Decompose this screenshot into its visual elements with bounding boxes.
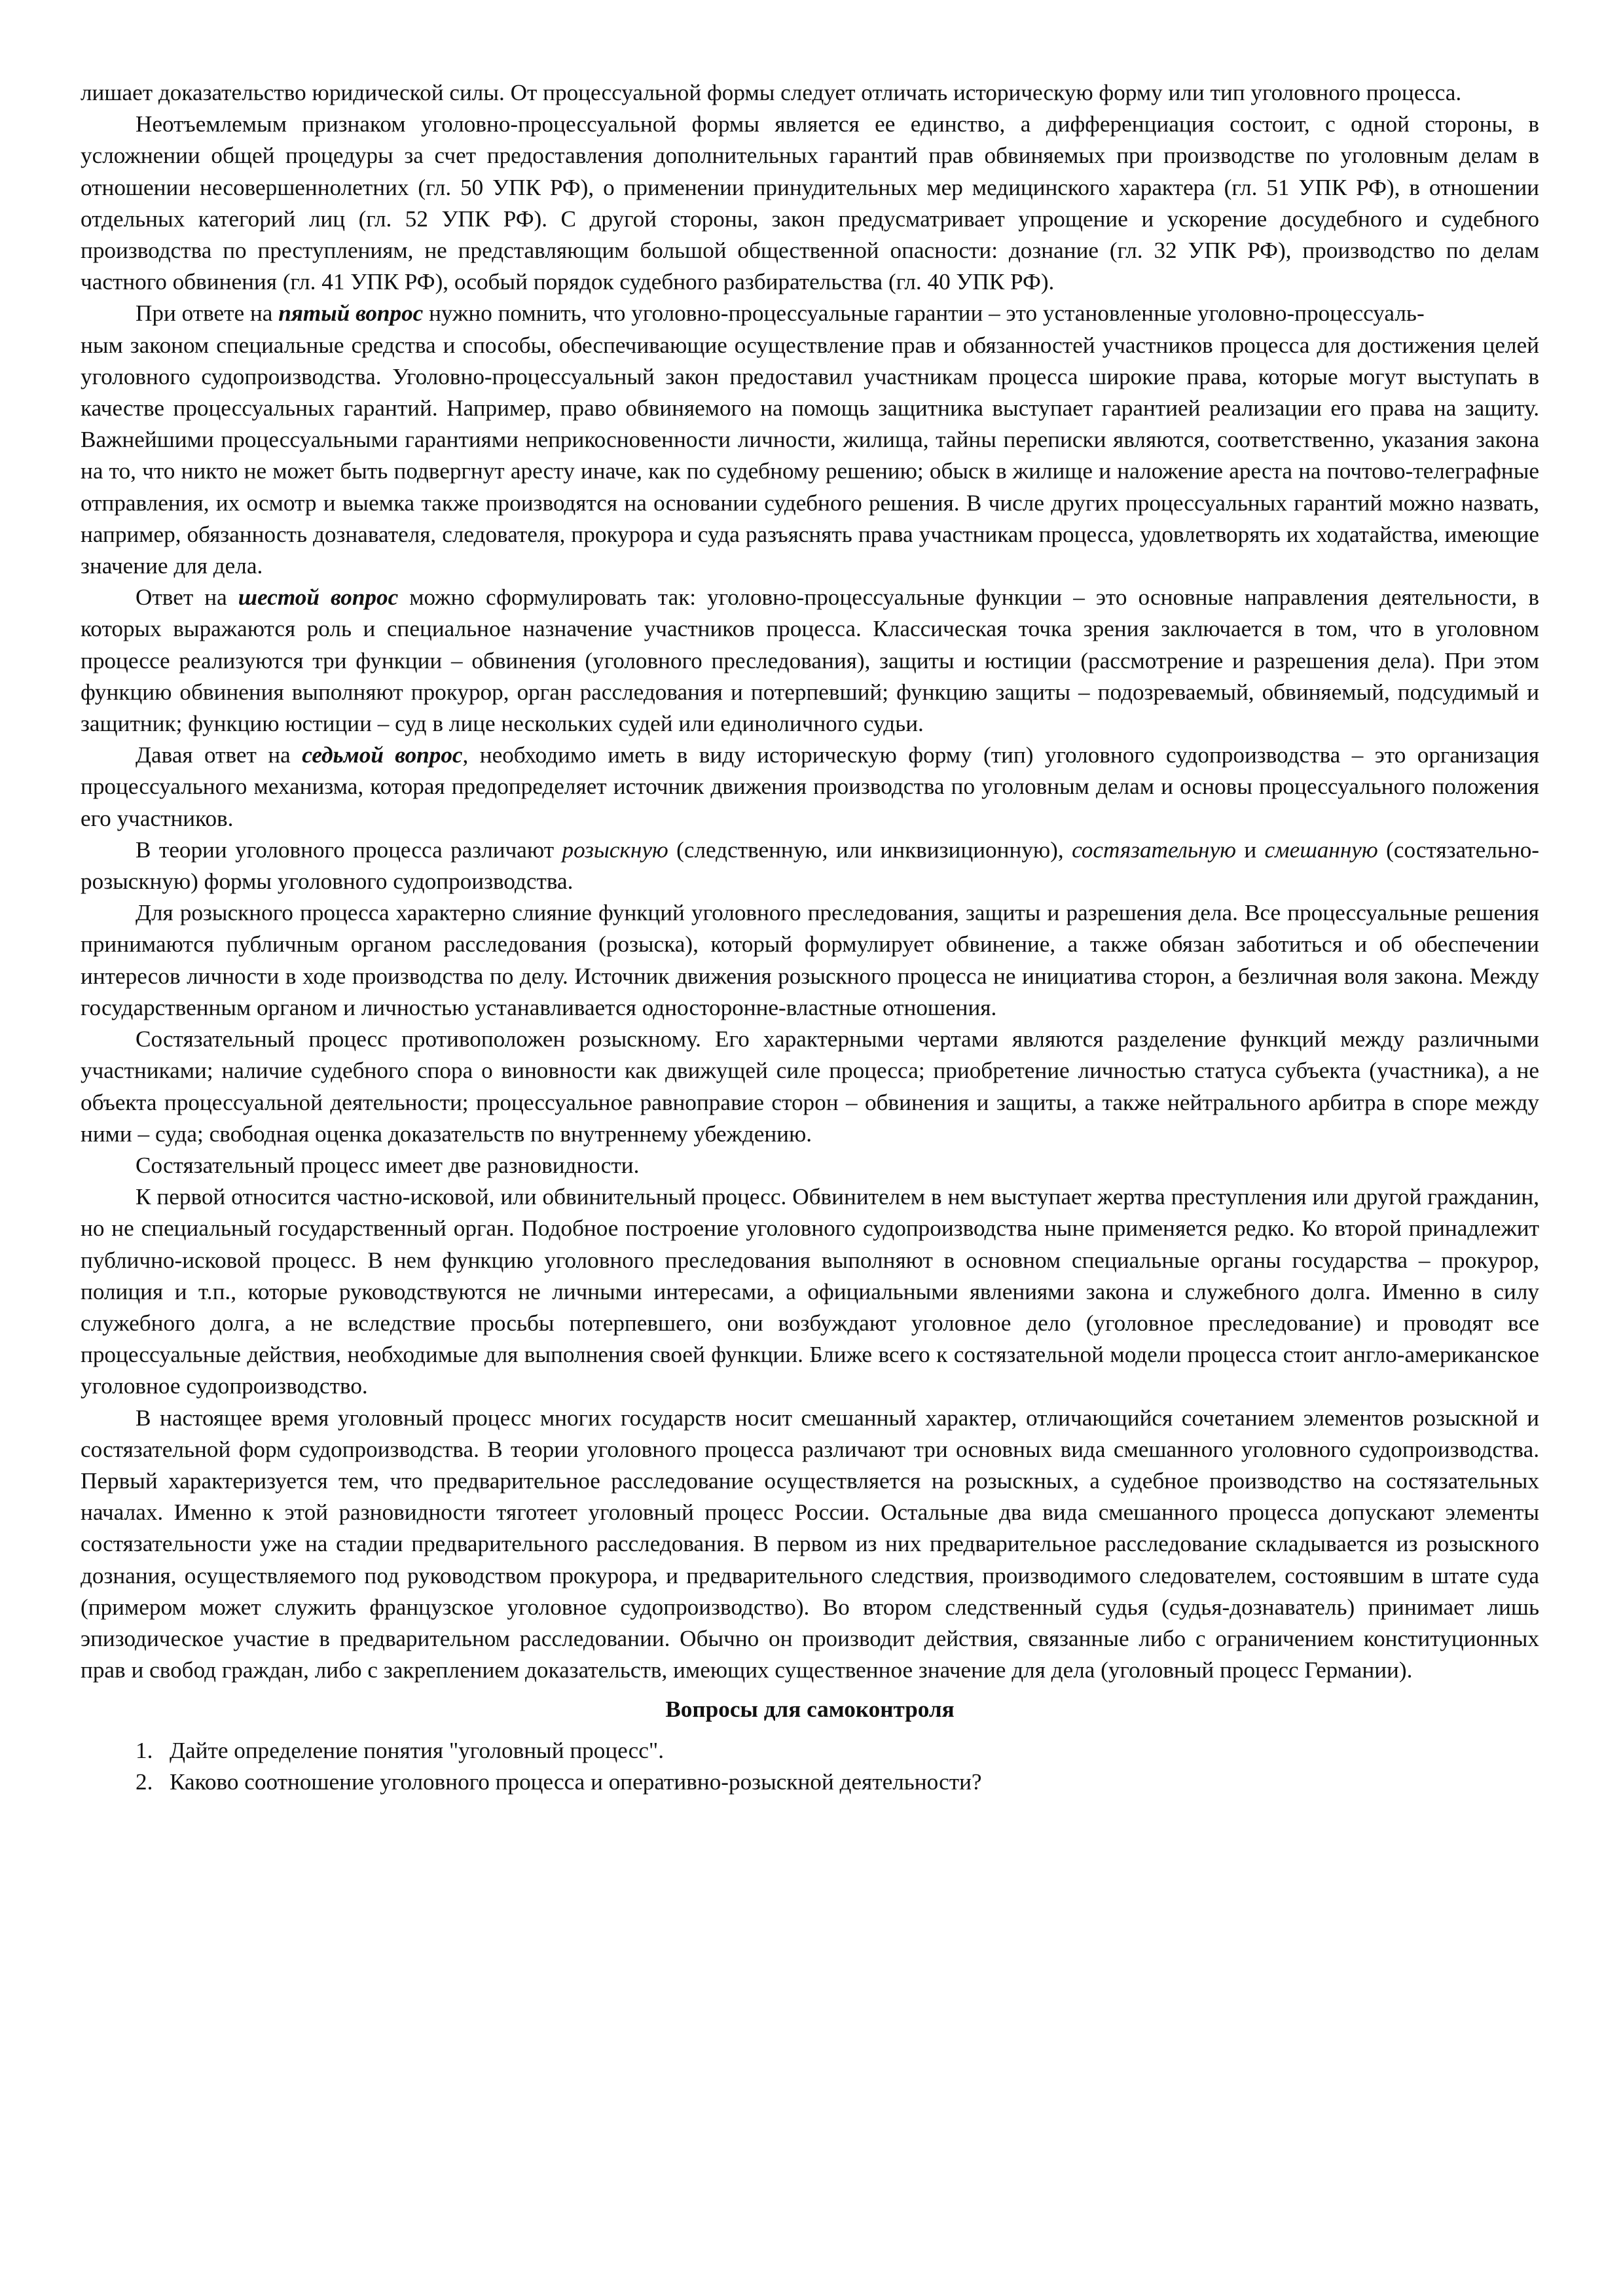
paragraph: Неотъемлемым признаком уголовно-процессуальной формы является ее единство, а дифференциация состоит, с одной стороны, в усложнении общей процедуры за счет предоставления дополнительных гарантий прав обвиняемых при производстве по уголовным делам в отношении несовершеннолетних (гл. 50 УПК РФ), о применении принудительных мер медицинского характера (гл. 51 УПК РФ), в отношении отдельных категорий лиц (гл. 52 УПК РФ). С другой стороны, закон предусматривает упрощение и ускорение досудебного и судебного производства по преступлениям, не представляющим большой общественной опасности: дознание (гл. 32 УПК РФ), производство по делам частного обвинения (гл. 41 УПК РФ), особый порядок судебного разбирательства (гл. 40 УПК РФ).	[81, 111, 1539, 295]
paragraph: К первой относится частно-исковой, или обвинительный процесс. Обвинителем в нем выступает жертва преступления или другой гражданин, но не специальный государственный орган. Подобное построение уголовного судопроизводства ныне применяется редко. Ко второй принадлежит публично-исковой процесс. В нем функцию уголовного преследования выполняют в основном специальные органы государства – прокурор, полиция и т.п., которые руководствуются не личными интересами, а официальными явлениями закона и служебного долга. Именно в силу служебного долга, а не вследствие просьбы потерпевшего, они возбуждают уголовное дело (уголовное преследование) и проводят все процессуальные действия, необходимые для выполнения своей функции. Ближе всего к состязательной модели процесса стоит англо-американское уголовное судопроизводство.	[81, 1184, 1539, 1399]
list-item	[81, 1735, 1539, 1767]
document-page	[81, 77, 1539, 1798]
emphasis-term: пятый вопрос	[278, 300, 424, 327]
italic-term: состязательную	[1072, 836, 1236, 863]
paragraph: Давая ответ на седьмой вопрос, необходимо иметь в виду историческую форму (тип) уголовного судопроизводства – это организация процессуального механизма, которая предопределяет источник движения производства по уголовным делам и основы процессуального положения его участников.	[81, 742, 1540, 831]
list-number: 1.	[136, 1737, 153, 1763]
italic-term: розыскную	[562, 836, 668, 863]
paragraph: При ответе на пятый вопрос нужно помнить, что уголовно-процессуальные гарантии – это установленные уголовно-процессуаль-	[136, 300, 1425, 327]
list-item	[81, 1767, 1539, 1798]
section-heading: Вопросы для самоконтроля	[665, 1696, 955, 1723]
italic-term: смешанную	[1264, 836, 1378, 863]
self-control-questions	[81, 1735, 1539, 1798]
paragraph: Ответ на шестой вопрос можно сформулировать так: уголовно-процессуальные функции – это основные направления деятельности, в которых выражаются роль и специальное назначение участников процесса. Классическая точка зрения заключается в том, что в уголовном процессе реализуются три функции – обвинения (уголовного преследования), защиты и юстиции (рассмотрение и разрешения дела). При этом функцию обвинения выполняют прокурор, орган расследования и потерпевший; функцию защиты – подозреваемый, обвиняемый, подсудимый и защитник; функцию юстиции – суд в лице нескольких судей или единоличного судьи.	[81, 584, 1539, 737]
emphasis-term: седьмой вопрос	[302, 742, 463, 768]
list-number: 2.	[136, 1768, 153, 1795]
paragraph: Состязательный процесс противоположен розыскному. Его характерными чертами являются разделение функций между различными участниками; наличие судебного спора о виновности как движущей силе процесса; приобретение личностью статуса субъекта (участника), а не объекта процессуальной деятельности; процессуальное равноправие сторон – обвинения и защиты, а также нейтрального арбитра в споре между ними – суда; свободная оценка доказательств по внутреннему убеждению.	[81, 1026, 1539, 1147]
paragraph-continuation: ным законом специальные средства и способы, обеспечивающие осуществление прав и обязанностей участников процесса для достижения целей уголовного судопроизводства. Уголовно-процессуальный закон предоставил участникам процесса широкие права, которые могут выступать в качестве процессуальных гарантий. Например, право обвиняемого на помощь защитника выступает гарантией реализации его права на защиту. Важнейшими процессуальными гарантиями неприкосновенности личности, жилища, тайны переписки являются, соответственно, указания закона на то, что никто не может быть подвергнут аресту иначе, как по судебному решению; обыск в жилище и наложение ареста на почтово-телеграфные отправления, их осмотр и выемка также производятся на основании судебного решения. В числе других процессуальных гарантий можно назвать, например, обязанность дознавателя, следователя, прокурора и суда разъяснять права участникам процесса, удовлетворять их ходатайства, имеющие значение для дела.	[81, 332, 1539, 579]
emphasis-term: шестой вопрос	[238, 584, 399, 611]
question-text: Каково соотношение уголовного процесса и оперативно-розыскной деятельности?	[170, 1768, 982, 1795]
paragraph: Для розыскного процесса характерно слияние функций уголовного преследования, защиты и разрешения дела. Все процессуальные решения принимаются публичным органом расследования (розыска), который формулирует обвинение, а также обязан заботиться и об обеспечении интересов личности в ходе производства по делу. Источник движения розыскного процесса не инициатива сторон, а безличная воля закона. Между государственным органом и личностью устанавливается односторонне-властные отношения.	[81, 900, 1539, 1020]
paragraph: В настоящее время уголовный процесс многих государств носит смешанный характер, отличающийся сочетанием элементов розыскной и состязательной форм судопроизводства. В теории уголовного процесса различают три основных вида смешанного уголовного судопроизводства. Первый характеризуется тем, что предварительное расследование осуществляется на розыскных, а судебное производство на состязательных началах. Именно к этой разновидности тяготеет уголовный процесс России. Остальные два вида смешанного процесса допускают элементы состязательности уже на стадии предварительного расследования. В первом из них предварительное расследование складывается из розыскного дознания, осуществляемого под руководством прокурора, и предварительного следствия, производимого следователем, состоявшим в штате суда (примером может служить французское уголовное судопроизводство). Во втором следственный судья (судья-дознаватель) принимает лишь эпизодическое участие в предварительном расследовании. Обычно он производит действия, связанные либо с ограничением конституционных прав и свобод граждан, либо с закреплением доказательств, имеющих существенное значение для дела (уголовный процесс Германии).	[81, 1405, 1539, 1683]
paragraph: лишает доказательство юридической силы. От процессуальной формы следует отличать историческую форму или тип уголовного процесса.	[81, 80, 1462, 105]
paragraph: Состязательный процесс имеет две разновидности.	[136, 1152, 640, 1178]
paragraph: В теории уголовного процесса различают розыскную (следственную, или инквизиционную), состязательную и смешанную (состязательно-розыскную) формы уголовного судопроизводства.	[81, 836, 1540, 895]
question-text: Дайте определение понятия "уголовный процесс".	[170, 1737, 665, 1763]
